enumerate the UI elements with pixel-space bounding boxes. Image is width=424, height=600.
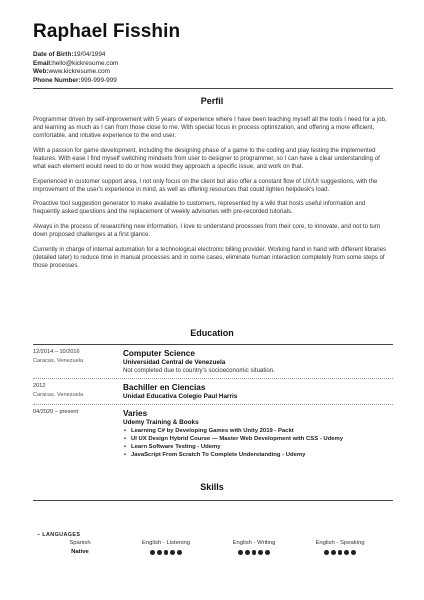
language-english-listening	[130, 540, 202, 555]
rating-dot	[177, 550, 182, 555]
education-degree: Varies	[123, 409, 148, 418]
language-name: English - Speaking	[315, 540, 365, 546]
rating-dot	[324, 550, 329, 555]
candidate-name: Raphael Fisshin	[33, 21, 181, 42]
profile-title: Perfil	[200, 96, 224, 106]
rating-dot	[164, 550, 169, 555]
contact-email: Email:hello@kickresume.com	[33, 59, 119, 67]
contact-block	[33, 51, 118, 85]
course-item: • Learning C# by Developing Games with Unity 2019 - Packt	[123, 427, 393, 435]
contact-web: Web:www.kickresume.com	[33, 68, 110, 76]
education-location: Caracas, Venezuela	[33, 358, 84, 364]
language-level: Native	[71, 549, 89, 555]
profile-section	[33, 116, 393, 276]
education-body	[123, 383, 393, 401]
rating-dot	[265, 550, 270, 555]
languages-heading: – LANGUAGES	[37, 532, 81, 538]
course-item: • Learn Software Testing - Udemy	[123, 443, 393, 451]
language-english-speaking	[304, 540, 376, 555]
rating-dot	[344, 550, 349, 555]
header-divider	[33, 88, 393, 89]
skills-divider	[33, 500, 393, 501]
education-degree: Computer Science	[123, 349, 195, 358]
education-description: Not completed due to country's socioeconomic situation.	[123, 366, 275, 374]
course-item: • UI UX Design Hybrid Course — Master Web Development with CSS - Udemy	[123, 435, 393, 443]
rating-dot	[252, 550, 257, 555]
skills-title: Skills	[200, 482, 224, 492]
skill-rating	[304, 550, 376, 555]
rating-dot	[150, 550, 155, 555]
course-list	[123, 427, 393, 459]
language-name: Spanish	[69, 540, 91, 546]
profile-paragraph: Programmer driven by self-improvement with 5 years of experience where I have been teaching myself all the tools I need for a job, and learning as much as I can from those close to me. With special focus in process optimization, and offering a more efficient, comfortable, and intuitive experience to the end user.	[33, 116, 387, 140]
language-spanish	[44, 540, 116, 557]
education-school: Unidad Educativa Colegio Paul Harris	[123, 392, 238, 400]
rating-dot	[258, 550, 263, 555]
rating-dot	[170, 550, 175, 555]
profile-paragraph: With a passion for game development, including the designing phase of a game to the coding and play testing the implemented features. With ease I find myself switching mindsets from user to designer to programmer, so I can have a clear understanding of what each element would need to do or how would they approach a specific issue, and work on that.	[33, 146, 380, 170]
skill-rating	[218, 550, 290, 555]
rating-dot	[238, 550, 243, 555]
profile-paragraph: Currently in charge of internal automation for a technological electronic billing provider. Working hand in hand with different libraries (detailed later) to reduce time in manual processes and in some cases, eliminate human interaction completely from some steps of those processes.	[33, 245, 387, 269]
rating-dot	[338, 550, 343, 555]
education-body	[123, 349, 393, 375]
contact-dob: Date of Birth:19/04/1994	[33, 51, 106, 58]
education-date: 2012	[33, 383, 46, 389]
contact-phone: Phone Number:999-999-999	[33, 76, 117, 84]
profile-paragraph: Proactive tool suggestion generator to make available to customers, represented by a wiki that hosts useful information and frequently asked questions and the replacement of weekly advisories with pre-recorded tutorials.	[33, 200, 366, 216]
education-separator	[33, 378, 393, 379]
course-item: • JavaScript From Scratch To Complete Understanding - Udemy	[123, 451, 393, 459]
language-english-writing	[218, 540, 290, 555]
profile-paragraph: Always in the process of researching new information, I love to understand processes from their core, to innovate, and not to turn down proposed challenges at a first glance.	[33, 222, 381, 239]
education-location: Caracas, Venezuela	[33, 392, 84, 398]
education-school: Universidad Central de Venezuela	[123, 358, 226, 366]
education-date: 12/2014 – 10/2016	[33, 349, 80, 355]
education-degree: Bachiller en Ciencias	[123, 383, 206, 392]
rating-dot	[351, 550, 356, 555]
rating-dot	[331, 550, 336, 555]
language-name: English - Writing	[232, 540, 276, 546]
education-divider	[33, 344, 393, 345]
education-body	[123, 409, 393, 459]
rating-dot	[245, 550, 250, 555]
education-title: Education	[190, 328, 234, 338]
rating-dot	[157, 550, 162, 555]
language-name: English - Listening	[141, 540, 191, 546]
education-school: Udemy Training & Books	[123, 418, 199, 426]
skill-rating	[130, 550, 202, 555]
education-separator	[33, 404, 393, 405]
education-date: 04/2020 – present	[33, 409, 79, 415]
profile-paragraph: Experienced in customer support area, I not only focus on the client but also offer a constant flow of UX/UI suggestions, with the improvement of the user's experience in mind, as well as offering resources that could lighten helpdesk's load.	[33, 177, 378, 193]
